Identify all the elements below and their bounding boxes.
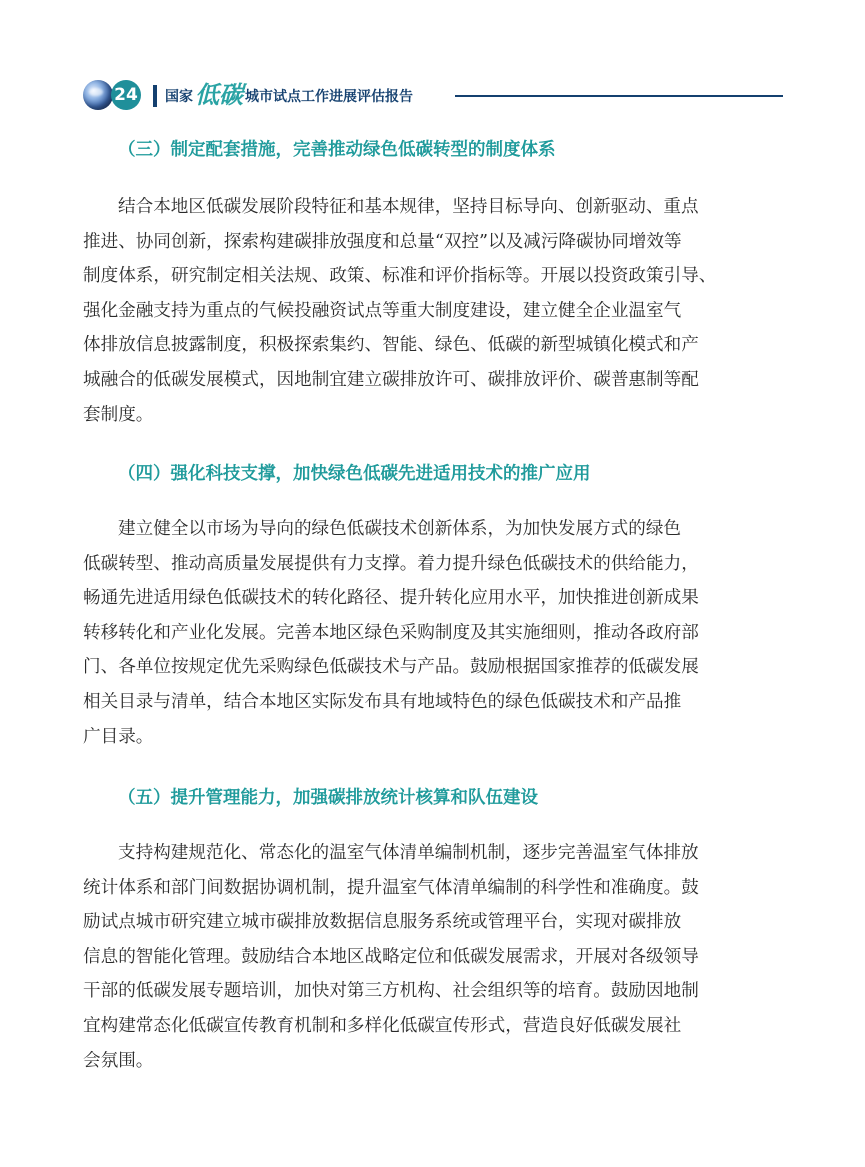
paragraph-line: 励试点城市研究建立城市碳排放数据信息服务系统或管理平台，实现对碳排放 <box>83 912 682 933</box>
paragraph-line: 转移转化和产业化发展。完善本地区绿色采购制度及其实施细则，推动各政府部 <box>83 622 699 643</box>
globe-icon <box>83 80 113 110</box>
paragraph-line: 支持构建规范化、常态化的温室气体清单编制机制，逐步完善温室气体排放 <box>118 843 699 863</box>
paragraph-line: 结合本地区低碳发展阶段特征和基本规律，坚持目标导向、创新驱动、重点 <box>118 197 699 217</box>
paragraph-line: 会氛围。 <box>83 1050 154 1071</box>
paragraph-line: 宜构建常态化低碳宣传教育机制和多样化低碳宣传形式，营造良好低碳发展社 <box>83 1015 682 1036</box>
paragraph-line: 干部的低碳发展专题培训，加快对第三方机构、社会组织等的培育。鼓励因地制 <box>83 981 699 1002</box>
report-title-suffix: 城市试点工作进展评估报告 <box>245 89 413 105</box>
paragraph-line: 体排放信息披露制度，积极探索集约、智能、绿色、低碳的新型城镇化模式和产 <box>83 335 699 356</box>
section-body-5 <box>83 836 783 1078</box>
section-heading-5: （五）提升管理能力，加强碳排放统计核算和队伍建设 <box>118 788 538 808</box>
section-body-4 <box>83 512 783 754</box>
paragraph-line: 相关目录与清单，结合本地区实际发布具有地域特色的绿色低碳技术和产品推 <box>83 691 682 712</box>
paragraph-line: 强化金融支持为重点的气候投融资试点等重大制度建设，建立健全企业温室气 <box>83 300 682 321</box>
paragraph-line: 畅通先进适用绿色低碳技术的转化路径、提升转化应用水平，加快推进创新成果 <box>83 588 699 609</box>
paragraph-line: 广目录。 <box>83 726 154 747</box>
header-rule <box>455 95 783 97</box>
paragraph-line: 推进、协同创新，探索构建碳排放强度和总量“双控”以及减污降碳协同增效等 <box>83 231 682 252</box>
report-title <box>165 79 413 109</box>
section-heading-3: （三）制定配套措施，完善推动绿色低碳转型的制度体系 <box>118 140 556 160</box>
paragraph-line: 建立健全以市场为导向的绿色低碳技术创新体系，为加快发展方式的绿色 <box>118 519 682 539</box>
paragraph-line: 统计体系和部门间数据协调机制，提升温室气体清单编制的科学性和准确度。鼓 <box>83 877 699 898</box>
report-title-accent: 低碳 <box>195 79 243 109</box>
page-number: 24 <box>111 80 141 110</box>
paragraph-line: 城融合的低碳发展模式，因地制宜建立碳排放许可、碳排放评价、碳普惠制等配 <box>83 369 699 390</box>
section-body-3 <box>83 190 783 432</box>
section-heading-4: （四）强化科技支撑，加快绿色低碳先进适用技术的推广应用 <box>118 464 591 484</box>
paragraph-line: 低碳转型、推动高质量发展提供有力支撑。着力提升绿色低碳技术的供给能力， <box>83 553 699 574</box>
paragraph-line: 制度体系，研究制定相关法规、政策、标准和评价指标等。开展以投资政策引导、 <box>83 266 717 287</box>
paragraph-line: 信息的智能化管理。鼓励结合本地区战略定位和低碳发展需求，开展对各级领导 <box>83 946 699 967</box>
paragraph-line: 门、各单位按规定优先采购绿色低碳技术与产品。鼓励根据国家推荐的低碳发展 <box>83 657 699 678</box>
running-header <box>83 78 783 112</box>
report-title-prefix: 国家 <box>165 89 193 105</box>
paragraph-line: 套制度。 <box>83 404 154 425</box>
header-divider-bar <box>153 85 157 107</box>
